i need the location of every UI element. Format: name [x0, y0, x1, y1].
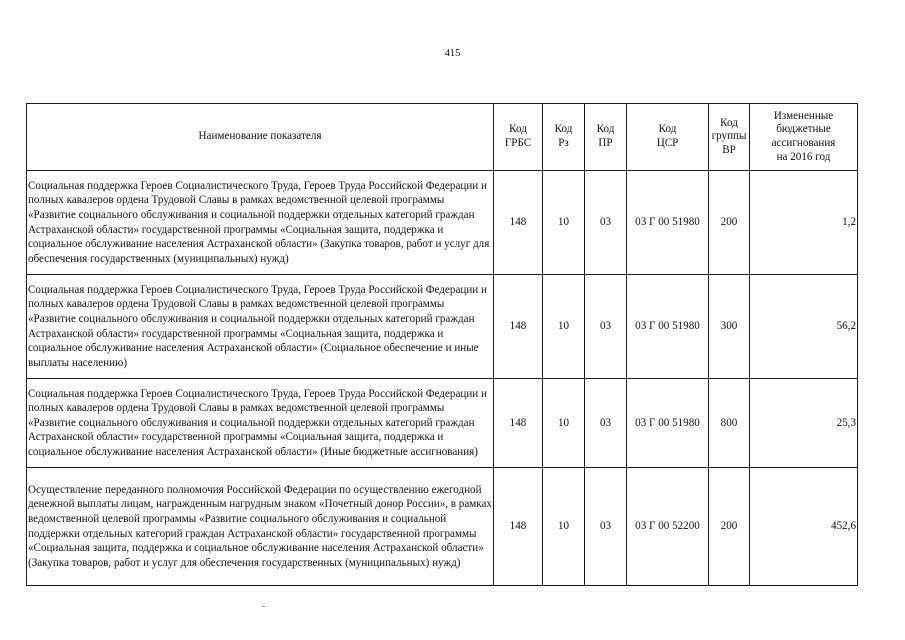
row-vr: 200: [709, 171, 750, 275]
row-rz: 10: [543, 275, 585, 379]
row-name: Осуществление переданного полномочия Российской Федерации по осуществлению ежегодной денежной выплаты лицам, награжденным нагрудным знаком «Почетный донор России», в рамках ведомственной целевой программы «Развитие социального обслуживания и социальной поддержки отдельных категорий граждан Астраханской области» государственной программы «Социальная защита, поддержка и социальное обслуживание населения Астраханской области» (Закупка товаров, работ и услуг для обеспечения государственных (муниципальных) нужд): [27, 468, 494, 586]
row-csr: 03 Г 00 52200: [627, 468, 709, 586]
table-row: [27, 171, 858, 275]
header-name: [27, 104, 494, 171]
row-name: Социальная поддержка Героев Социалистического Труда, Героев Труда Российской Федерации и полных кавалеров ордена Трудовой Славы в рамках ведомственной целевой программы «Развитие социального обслуживания и социальной поддержки отдельных категорий граждан Астраханской области» государственной программы «Социальная защита, поддержка и социальное обслуживание населения Астраханской области» (Закупка товаров, работ и услуг для обеспечения государственных (муниципальных) нужд): [27, 171, 494, 275]
header-csr-line2: ЦСР: [656, 137, 679, 149]
row-csr: 03 Г 00 51980: [627, 275, 709, 379]
header-vr-line1: Код: [720, 116, 738, 129]
header-grbs: [494, 104, 543, 171]
header-amount-line3: ассигнования: [771, 137, 836, 149]
row-pr: 03: [585, 171, 627, 275]
row-grbs: 148: [494, 275, 543, 379]
row-pr: 03: [585, 275, 627, 379]
row-rz: 10: [543, 468, 585, 586]
row-name: Социальная поддержка Героев Социалистического Труда, Героев Труда Российской Федерации и полных кавалеров ордена Трудовой Славы в рамках ведомственной целевой программы «Развитие социального обслуживания и социальной поддержки отдельных категорий граждан Астраханской области» государственной программы «Социальная защита, поддержка и социальное обслуживание населения Астраханской области» (Иные бюджетные ассигнования): [27, 379, 494, 468]
row-grbs: 148: [494, 379, 543, 468]
row-amount: 1,2: [750, 171, 858, 275]
header-grbs-line1: Код: [509, 123, 527, 136]
budget-table: [26, 103, 858, 586]
page-number: 415: [444, 48, 461, 59]
header-grbs-line2: ГРБС: [504, 137, 532, 149]
header-rz: [543, 104, 585, 171]
row-grbs: 148: [494, 171, 543, 275]
header-name-text: Наименование показателя: [198, 130, 322, 143]
table-row: [27, 379, 858, 468]
row-pr: 03: [585, 468, 627, 586]
header-row: [27, 104, 858, 171]
header-vr-line2: группы: [711, 130, 747, 143]
header-amount-line4: на 2016 год: [776, 150, 831, 163]
row-vr: 300: [709, 275, 750, 379]
header-amount-line1: Измененные: [773, 109, 834, 122]
header-csr: [627, 104, 709, 171]
row-rz: 10: [543, 379, 585, 468]
header-rz-line1: Код: [554, 123, 573, 136]
row-csr: 03 Г 00 51980: [627, 171, 709, 275]
row-vr: 200: [709, 468, 750, 586]
table-row: [27, 275, 858, 379]
header-pr-line2: ПР: [598, 137, 613, 149]
header-csr-line1: Код: [658, 123, 677, 136]
row-vr: 800: [709, 379, 750, 468]
table-row: [27, 468, 858, 586]
header-amount: [750, 104, 858, 171]
header-amount-line2: бюджетные: [776, 123, 831, 136]
row-amount: 56,2: [750, 275, 858, 379]
row-csr: 03 Г 00 51980: [627, 379, 709, 468]
row-amount: 25,3: [750, 379, 858, 468]
row-rz: 10: [543, 171, 585, 275]
row-amount: 452,6: [750, 468, 858, 586]
header-vr: [709, 104, 750, 171]
row-name: Социальная поддержка Героев Социалистического Труда, Героев Труда Российской Федерации и полных кавалеров ордена Трудовой Славы в рамках ведомственной целевой программы «Развитие социального обслуживания и социальной поддержки отдельных категорий граждан Астраханской области» государственной программы «Социальная защита, поддержка и социальное обслуживание населения Астраханской области» (Социальное обеспечение и иные выплаты населению): [27, 275, 494, 379]
row-pr: 03: [585, 379, 627, 468]
header-pr-line1: Код: [596, 123, 615, 136]
header-vr-line3: ВР: [722, 143, 736, 156]
scan-artifact: [262, 606, 265, 607]
header-rz-line2: Рз: [558, 137, 569, 149]
row-grbs: 148: [494, 468, 543, 586]
header-pr: [585, 104, 627, 171]
